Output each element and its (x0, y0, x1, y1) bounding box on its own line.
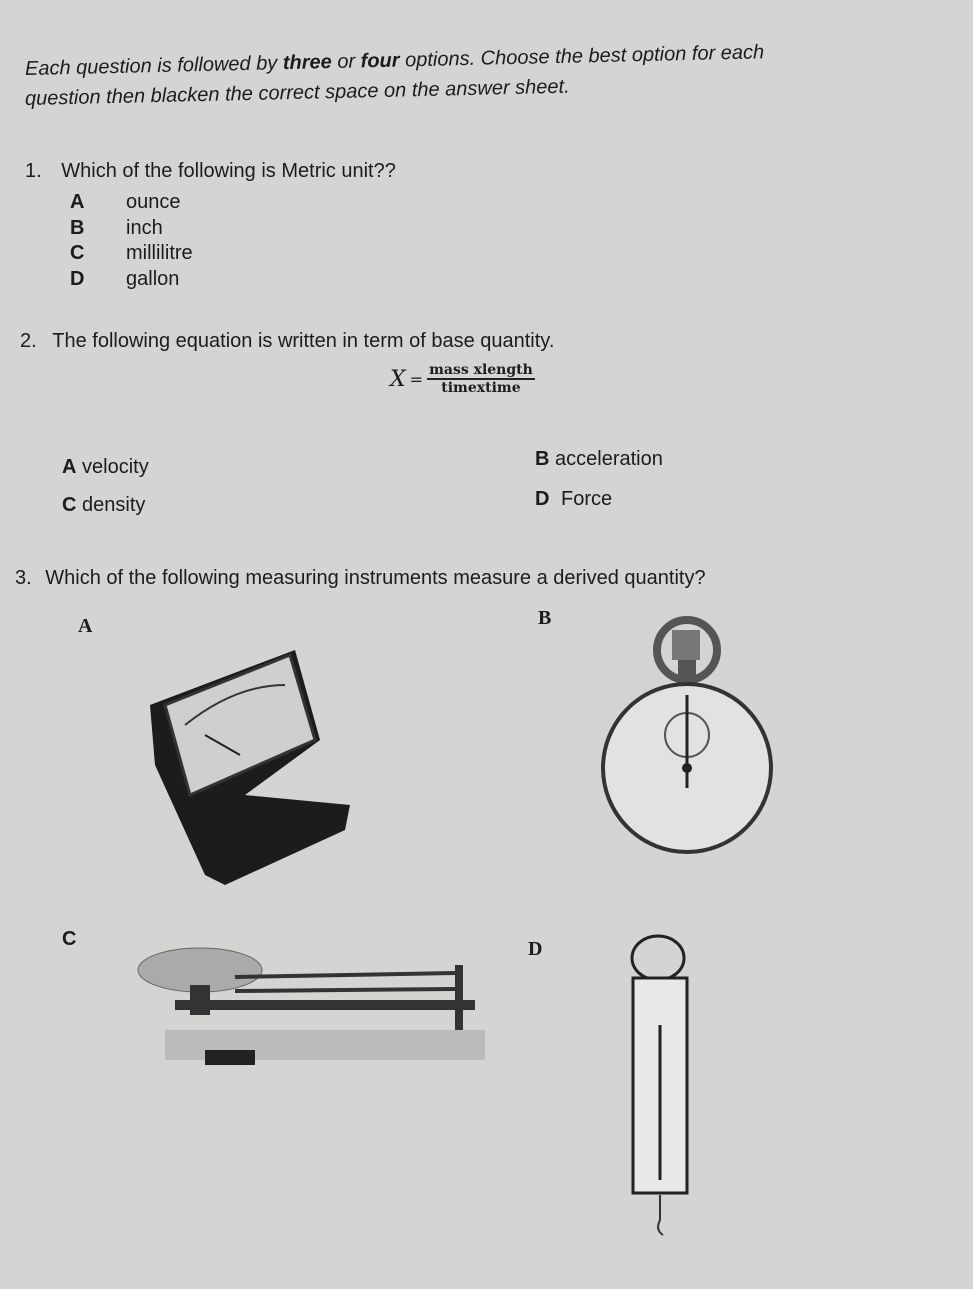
option-b[interactable]: inch (126, 217, 163, 239)
option-d[interactable]: D Force (535, 488, 613, 510)
equation: X = mass xlength timextime (390, 362, 533, 396)
option-c[interactable]: millilitre (126, 242, 193, 264)
option-d[interactable]: gallon (126, 268, 180, 290)
option-a[interactable]: ounce (126, 191, 181, 213)
ammeter-image (145, 645, 355, 890)
question-text: Which of the following is Metric unit?? (61, 160, 396, 182)
instructions-line-1: Each question is followed by three or four options. Choose the best option for each (24, 41, 765, 80)
stopwatch-image (590, 610, 785, 855)
option-b[interactable]: B acceleration (535, 448, 663, 470)
option-letter: C (70, 242, 85, 264)
question-text: The following equation is written in term of base quantity. (52, 330, 555, 352)
option-c-label[interactable]: C (62, 928, 77, 950)
question-number: 2. (20, 330, 37, 352)
option-a[interactable]: A velocity (62, 456, 149, 478)
option-c[interactable]: C density (62, 494, 146, 516)
option-letter: A (70, 191, 85, 213)
instructions-line-2: question then blacken the correct space on the answer sheet. (24, 75, 570, 110)
question-number: 1. (25, 160, 42, 182)
option-a-label[interactable]: A (78, 615, 93, 637)
option-letter: D (70, 268, 85, 290)
question-number: 3. (15, 567, 32, 589)
option-d-label[interactable]: D (528, 938, 543, 960)
option-letter: B (70, 217, 85, 239)
question-text: Which of the following measuring instruments measure a derived quantity? (45, 567, 706, 589)
option-b-label[interactable]: B (538, 607, 552, 629)
triple-beam-balance-image (135, 945, 490, 1075)
spring-balance-image (625, 930, 695, 1245)
